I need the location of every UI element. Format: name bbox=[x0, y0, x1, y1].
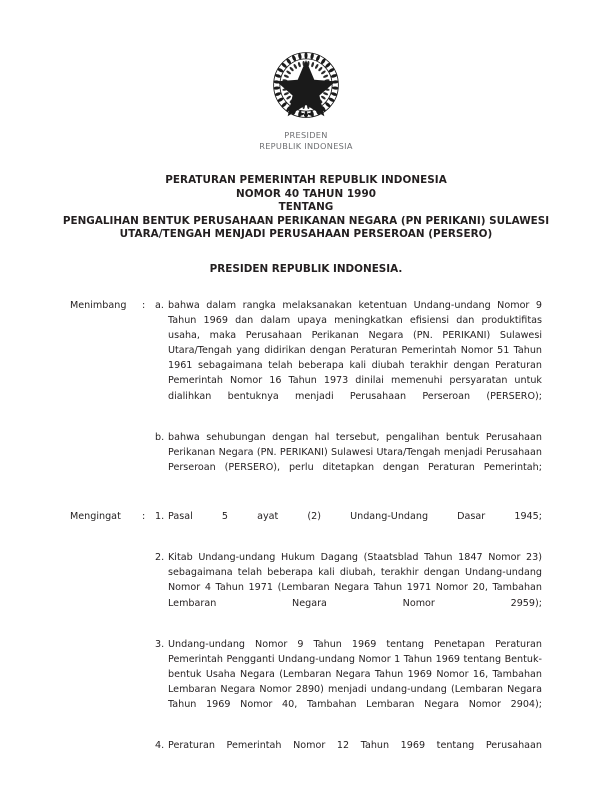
list-item bbox=[155, 509, 542, 539]
list-item-marker: 1. bbox=[155, 511, 165, 523]
president-heading: PRESIDEN REPUBLIK INDONESIA. bbox=[209, 262, 403, 275]
letterhead bbox=[0, 0, 612, 152]
title-line-tentang: TENTANG bbox=[278, 201, 334, 214]
list-item-marker: 3. bbox=[155, 638, 165, 650]
list-item-marker: b. bbox=[155, 431, 165, 443]
clause-colon-menimbang: : bbox=[142, 299, 146, 311]
list-item-text: bahwa sehubungan dengan hal tersebut, pengalihan bentuk Perusahaan Perikanan Negara (PN. PERIKANI) Sulawesi Utara/Tengah menjadi Perusahaan Perseroan (PERSERO), perlu ditetapkan dengan Peraturan Pemerintah; bbox=[168, 431, 542, 473]
section-spacer bbox=[70, 490, 542, 509]
list-item-text: Kitab Undang-undang Hukum Dagang (Staatsblad Tahun 1847 Nomor 23) sebagaimana telah beberapa kali diubah, terakhir dengan Undang-undang Nomor 4 Tahun 1971 (Lembaran Negara Tahun 1971 Nomor 20, Tambahan Lembaran Negara Nomor 2959); bbox=[168, 552, 542, 609]
clauses-section bbox=[0, 298, 612, 769]
list-item-text: Undang-undang Nomor 9 Tahun 1969 tentang Penetapan Peraturan Pemerintah Pengganti Undang-undang Nomor 1 Tahun 1969 tentang Bentuk-bentuk Usaha Negara (Lembaran Negara Tahun 1969 Nomor 16, Tambahan Lembaran Negara Nomor 2890) menjadi undang-undang (Lembaran Negara Tahun 1969 Nomor 40, Tambahan Lembaran Negara Nomor 2904); bbox=[168, 638, 542, 711]
clause-colon-mengingat: : bbox=[142, 511, 146, 523]
letterhead-caption bbox=[0, 130, 612, 152]
clause-items-mengingat bbox=[155, 509, 542, 768]
list-item bbox=[155, 738, 542, 768]
title-line-subject-1: PENGALIHAN BENTUK PERUSAHAAN PERIKANAN NEGARA (PN PERIKANI) SULAWESI bbox=[62, 214, 550, 227]
document-title bbox=[0, 174, 612, 242]
clause-label-menimbang: Menimbang bbox=[70, 299, 127, 311]
list-item-text: Pasal 5 ayat (2) Undang-Undang Dasar 1945; bbox=[168, 511, 542, 523]
list-item-text: bahwa dalam rangka melaksanakan ketentuan Undang-undang Nomor 9 Tahun 1969 dan dalam upaya meningkatkan efisiensi dan produktifitas usaha, maka Perusahaan Perikanan Negara (PN. PERIKANI) Sulawesi Utara/Tengah yang didirikan dengan Peraturan Pemerintah Nomor 51 Tahun 1961 sebagaimana telah beberapa kali diubah terakhir dengan Peraturan Pemerintah Nomor 16 Tahun 1973 dinilai memenuhi persyaratan untuk dialihkan bentuknya menjadi Perusahaan Perseroan (PERSERO); bbox=[168, 299, 542, 402]
letterhead-caption-line2: REPUBLIK INDONESIA bbox=[259, 141, 353, 151]
clause-items-menimbang bbox=[155, 298, 542, 490]
list-item bbox=[155, 430, 542, 490]
list-item bbox=[155, 550, 542, 625]
list-item-marker: a. bbox=[155, 299, 164, 311]
list-item bbox=[155, 298, 542, 419]
title-line-number: NOMOR 40 TAHUN 1990 bbox=[235, 187, 377, 200]
clause-label-mengingat: Mengingat bbox=[70, 511, 121, 523]
title-line-subject-2: UTARA/TENGAH MENJADI PERUSAHAAN PERSEROAN (PERSERO) bbox=[119, 228, 493, 241]
clause-menimbang bbox=[70, 298, 542, 490]
letterhead-caption-line1: PRESIDEN bbox=[284, 130, 328, 140]
list-item-marker: 2. bbox=[155, 552, 165, 564]
list-item bbox=[155, 637, 542, 728]
indonesia-presidential-seal-icon bbox=[267, 46, 345, 124]
clause-mengingat bbox=[70, 509, 542, 768]
list-item-text: Peraturan Pemerintah Nomor 12 Tahun 1969 tentang Perusahaan bbox=[168, 740, 542, 752]
list-item-marker: 4. bbox=[155, 740, 165, 752]
title-line-regulation: PERATURAN PEMERINTAH REPUBLIK INDONESIA bbox=[165, 174, 447, 186]
